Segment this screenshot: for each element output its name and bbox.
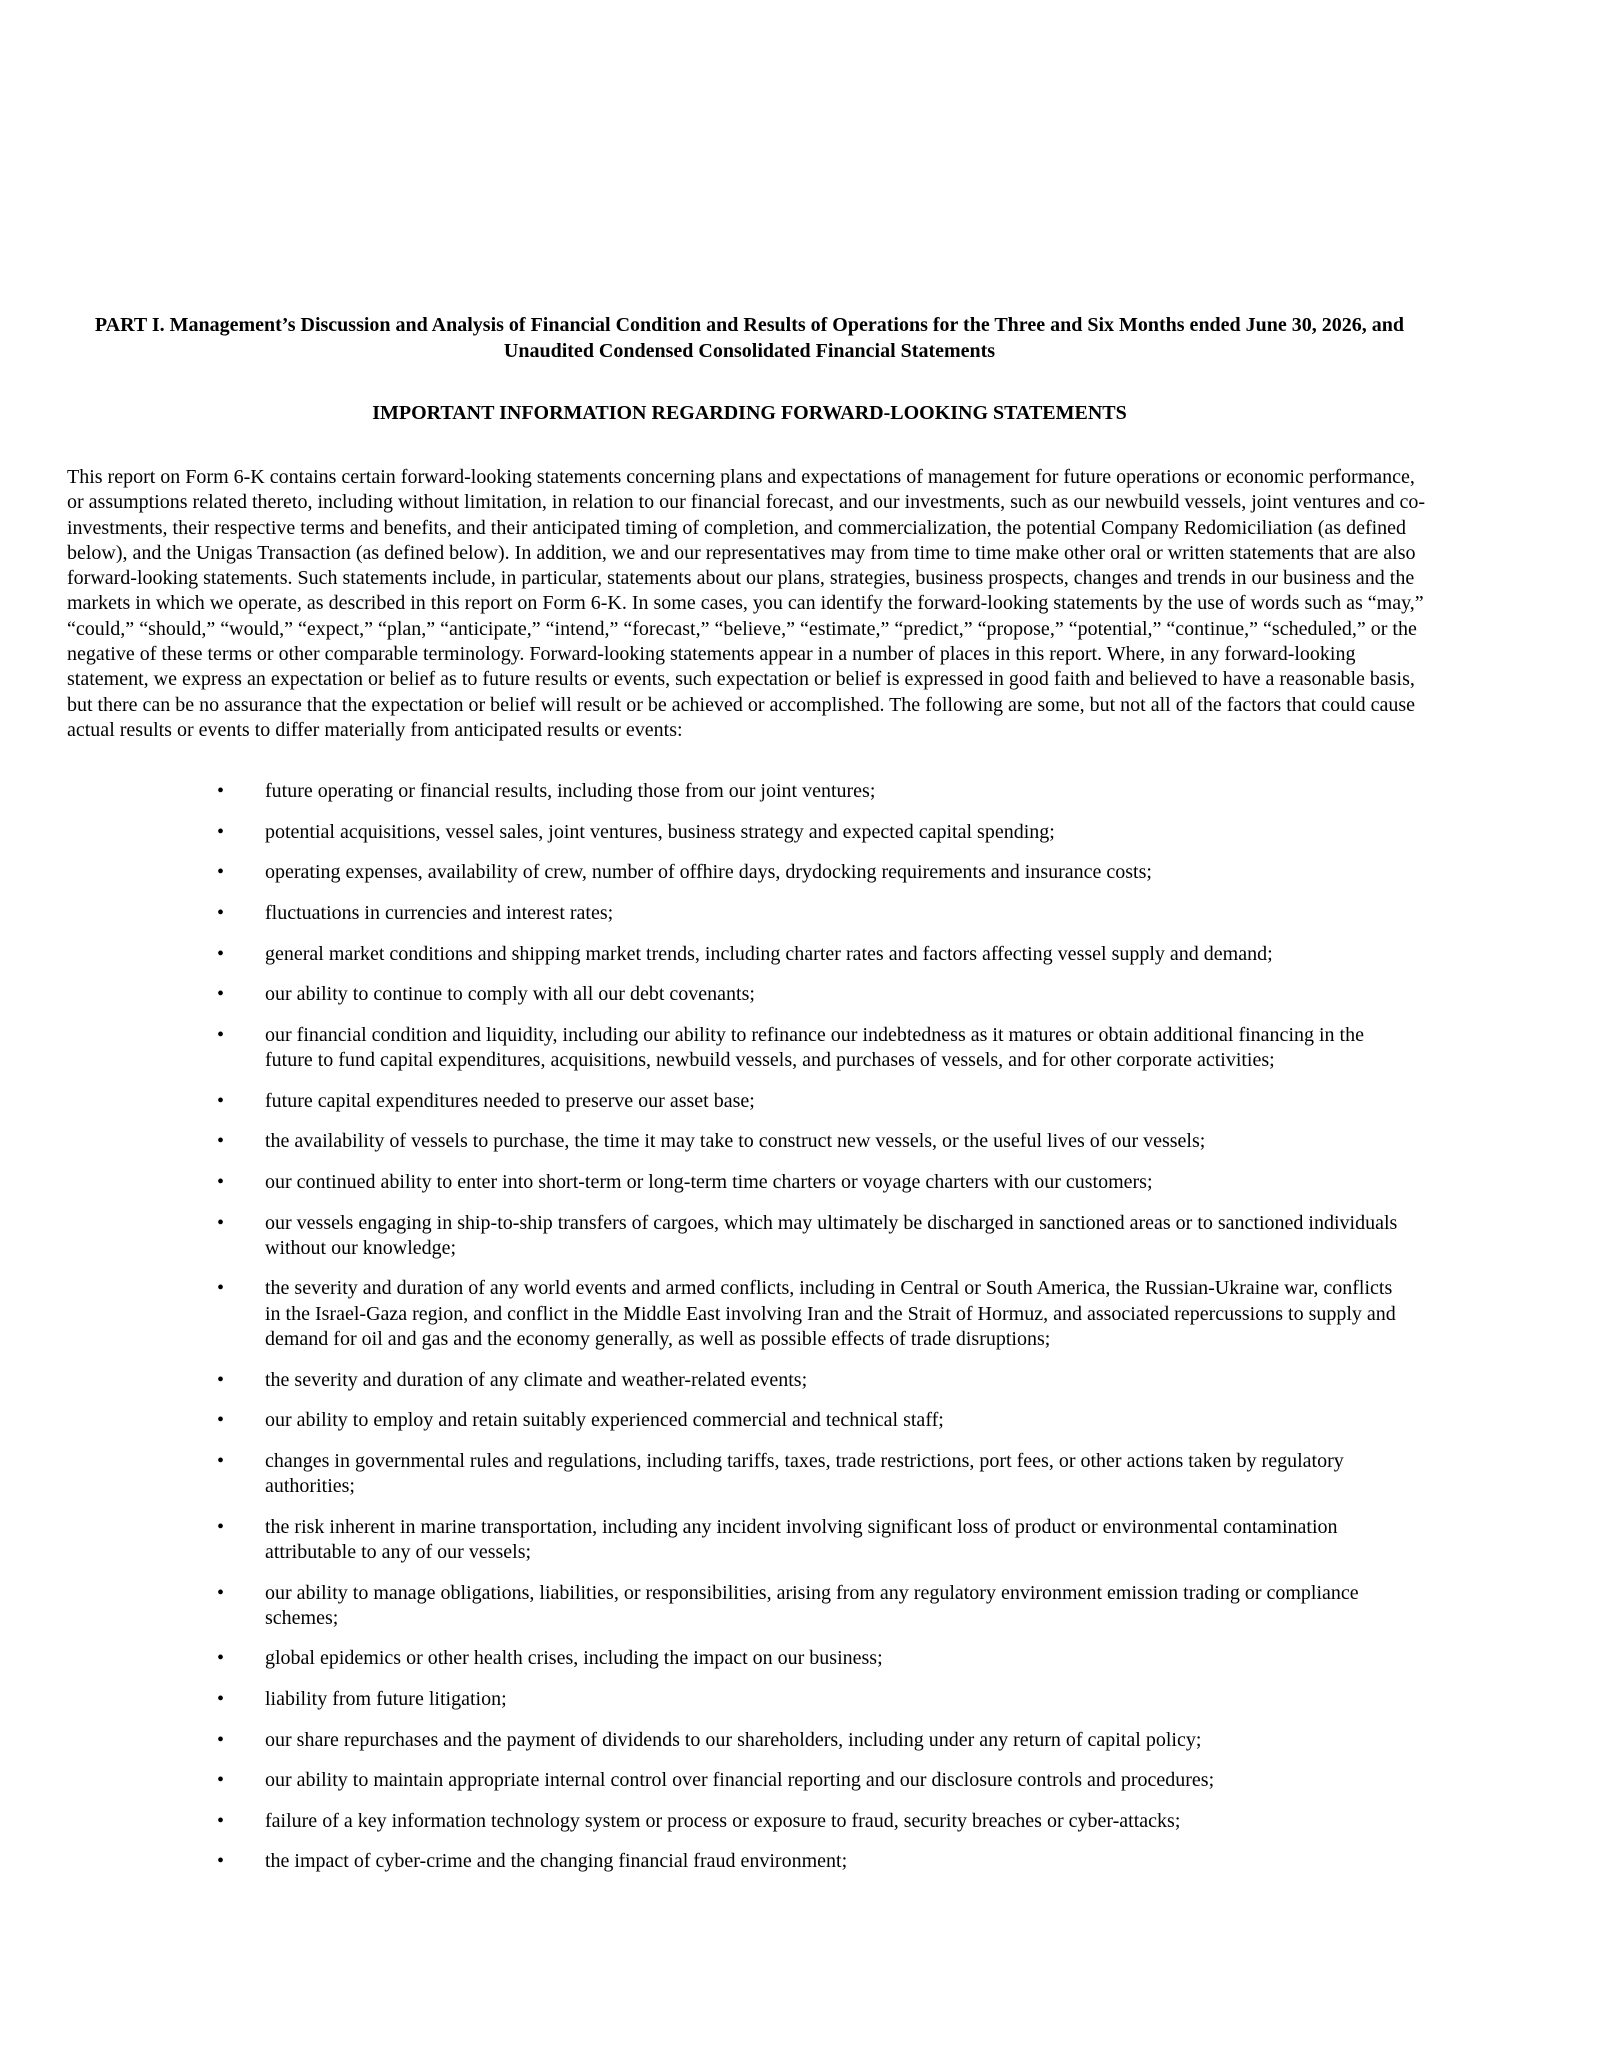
list-item-text: our financial condition and liquidity, including our ability to refinance our indebtedness as it matures or obtain additional financing in the future to fund capital expenditures, acquisitions, newbuild vessels, and purchases of vessels, and for other corporate activities; bbox=[265, 1023, 1364, 1072]
list-item bbox=[67, 942, 1432, 967]
bullet-icon: • bbox=[217, 1277, 225, 1300]
section-title: IMPORTANT INFORMATION REGARDING FORWARD-LOOKING STATEMENTS bbox=[372, 402, 1127, 424]
list-item-text: our ability to continue to comply with all our debt covenants; bbox=[265, 983, 755, 1006]
bullet-icon: • bbox=[217, 1130, 225, 1153]
list-item-text: the impact of cyber-crime and the changing financial fraud environment; bbox=[265, 1850, 848, 1873]
list-item bbox=[67, 1515, 1432, 1566]
part-title: PART I. Management’s Discussion and Analysis of Financial Condition and Results of Operations for the Three and Six Months ended June 30, 2026, and Unaudited Condensed Consolidated Financial Statements bbox=[94, 314, 1405, 362]
bullet-icon: • bbox=[217, 902, 225, 925]
bullet-icon: • bbox=[217, 1581, 225, 1604]
list-item-text: operating expenses, availability of crew, number of offhire days, drydocking requirements and insurance costs; bbox=[265, 861, 1152, 884]
bullet-icon: • bbox=[217, 820, 225, 843]
list-item-text: liability from future litigation; bbox=[265, 1688, 507, 1711]
list-item-text: the risk inherent in marine transportation, including any incident involving significant loss of product or environmental contamination attributable to any of our vessels; bbox=[265, 1515, 1338, 1563]
list-item-text: the severity and duration of any world events and armed conflicts, including in Central or South America, the Russian-Ukraine war, conflicts in the Israel-Gaza region, and conflict in the Middle East involving Iran and the Strait of Hormuz, and associated repercussions to supply and demand for oil and gas and the economy generally, as well as possible effects of trade disruptions; bbox=[265, 1277, 1396, 1350]
list-item bbox=[67, 1687, 1432, 1712]
list-item-text: fluctuations in currencies and interest rates; bbox=[265, 902, 614, 925]
bullet-icon: • bbox=[217, 942, 225, 965]
list-item-text: failure of a key information technology system or process or exposure to fraud, security breaches or cyber-attacks; bbox=[265, 1809, 1181, 1832]
risk-factor-list bbox=[67, 779, 1432, 1874]
list-item-text: our continued ability to enter into short-term or long-term time charters or voyage charters with our customers; bbox=[265, 1170, 1153, 1193]
list-item-text: potential acquisitions, vessel sales, joint ventures, business strategy and expected capital spending; bbox=[265, 820, 1055, 843]
list-item bbox=[67, 1646, 1432, 1671]
list-item bbox=[67, 1728, 1432, 1753]
list-item-text: general market conditions and shipping market trends, including charter rates and factors affecting vessel supply and demand; bbox=[265, 942, 1273, 965]
list-item bbox=[67, 1581, 1432, 1632]
bullet-icon: • bbox=[217, 1809, 225, 1832]
list-item-text: the availability of vessels to purchase, the time it may take to construct new vessels, or the useful lives of our vessels; bbox=[265, 1130, 1206, 1153]
bullet-icon: • bbox=[217, 1515, 225, 1538]
list-item-text: our ability to maintain appropriate internal control over financial reporting and our disclosure controls and procedures; bbox=[265, 1769, 1215, 1792]
list-item-text: future capital expenditures needed to preserve our asset base; bbox=[265, 1089, 755, 1112]
bullet-icon: • bbox=[217, 1023, 225, 1046]
list-item-text: our vessels engaging in ship-to-ship transfers of cargoes, which may ultimately be discharged in sanctioned areas or to sanctioned individuals without our knowledge; bbox=[265, 1211, 1398, 1259]
list-item bbox=[67, 1849, 1432, 1874]
list-item bbox=[67, 1089, 1432, 1114]
list-item-text: our ability to manage obligations, liabilities, or responsibilities, arising from any regulatory environment emission trading or compliance schemes; bbox=[265, 1581, 1359, 1629]
list-item bbox=[67, 982, 1432, 1007]
bullet-icon: • bbox=[217, 1688, 225, 1711]
list-item bbox=[67, 1809, 1432, 1834]
list-item bbox=[67, 1023, 1432, 1074]
list-item-text: global epidemics or other health crises, including the impact on our business; bbox=[265, 1647, 883, 1670]
list-item bbox=[67, 1276, 1432, 1352]
list-item-text: future operating or financial results, including those from our joint ventures; bbox=[265, 780, 876, 803]
list-item bbox=[67, 1211, 1432, 1262]
list-item bbox=[67, 1768, 1432, 1793]
list-item bbox=[67, 779, 1432, 804]
bullet-icon: • bbox=[217, 1409, 225, 1432]
list-item bbox=[67, 901, 1432, 926]
intro-paragraph: This report on Form 6-K contains certain forward-looking statements concerning plans and expectations of management for future operations or economic performance, or assumptions related thereto, including without limitation, in relation to our financial forecast, and our investments, such as our newbuild vessels, joint ventures and co-investments, their respective terms and benefits, and their anticipated timing of completion, and commercialization, the potential Company Redomiciliation (as defined below), and the Unigas Transaction (as defined below). In addition, we and our representatives may from time to time make other oral or written statements that are also forward-looking statements. Such statements include, in particular, statements about our plans, strategies, business prospects, changes and trends in our business and the markets in which we operate, as described in this report on Form 6-K. In some cases, you can identify the forward-looking statements by the use of words such as “may,” “could,” “should,” “would,” “expect,” “plan,” “anticipate,” “intend,” “forecast,” “believe,” “estimate,” “predict,” “propose,” “potential,” “continue,” “scheduled,” or the negative of these terms or other comparable terminology. Forward-looking statements appear in a number of places in this report. Where, in any forward-looking statement, we express an expectation or belief as to future results or events, such expectation or belief is expressed in good faith and believed to have a reasonable basis, but there can be no assurance that the expectation or belief will result or be achieved or accomplished. The following are some, but not all of the factors that could cause actual results or events to differ materially from anticipated results or events: bbox=[67, 466, 1426, 741]
list-item-text: the severity and duration of any climate and weather-related events; bbox=[265, 1368, 808, 1391]
list-item bbox=[67, 1129, 1432, 1154]
list-item bbox=[67, 1449, 1432, 1500]
list-item bbox=[67, 820, 1432, 845]
bullet-icon: • bbox=[217, 1769, 225, 1792]
bullet-icon: • bbox=[217, 1170, 225, 1193]
list-item-text: our ability to employ and retain suitably experienced commercial and technical staff; bbox=[265, 1409, 944, 1432]
bullet-icon: • bbox=[217, 1368, 225, 1391]
bullet-icon: • bbox=[217, 1850, 225, 1873]
list-item-text: our share repurchases and the payment of dividends to our shareholders, including under any return of capital policy; bbox=[265, 1728, 1202, 1751]
bullet-icon: • bbox=[217, 1089, 225, 1112]
list-item-text: changes in governmental rules and regulations, including tariffs, taxes, trade restrictions, port fees, or other actions taken by regulatory authorities; bbox=[265, 1449, 1344, 1498]
list-item bbox=[67, 1170, 1432, 1195]
bullet-icon: • bbox=[217, 861, 225, 884]
bullet-icon: • bbox=[217, 1211, 225, 1234]
list-item bbox=[67, 1368, 1432, 1393]
list-item bbox=[67, 1408, 1432, 1433]
document-page bbox=[67, 312, 1432, 1890]
bullet-icon: • bbox=[217, 983, 225, 1006]
bullet-icon: • bbox=[217, 1449, 225, 1472]
bullet-icon: • bbox=[217, 1647, 225, 1670]
bullet-icon: • bbox=[217, 780, 225, 803]
list-item bbox=[67, 860, 1432, 885]
bullet-icon: • bbox=[217, 1728, 225, 1751]
